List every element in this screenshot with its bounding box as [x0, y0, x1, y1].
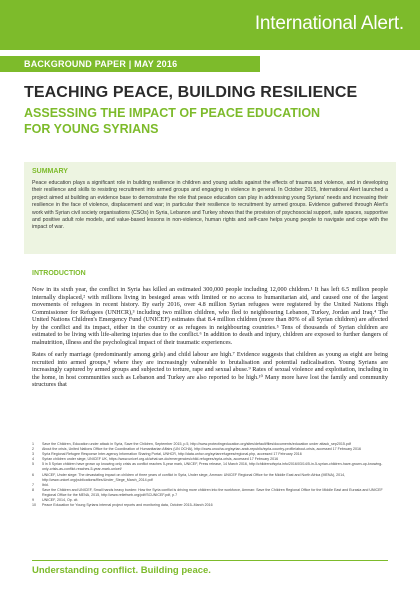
- introduction-paragraph-2: Rates of early marriage (predominantly among girls) and child labour are high.⁷ Evidence suggests that children as young as eight are being recruited into armed groups,⁸ where they are increasingly vulnerable to brutalisation and potential radicalisation. Young Syrians are increasingly captured by armed groups and subjected to torture, rape and sexual abuse.⁹ Rates of sexual violence and exploitation, including in the home, in host communities such as Lebanon and Turkey are also reported to be high.¹⁰ Many more have lost the family and community structures that: [32, 351, 388, 388]
- footnote-text: Ibid.: [42, 482, 49, 487]
- footnote-text: Save the Children and UNICEF, Small hands heavy burden: How the Syria conflict is driving more children into the workforce, Amman: Save the Children Regional Office for the Middle East and Eurasia and UNICEF Regional Office for the MENA, 2015, http://www.reliefweb.org/pdf/SCUNICEF.pdf, p.7: [42, 487, 383, 497]
- footnote-number: 1: [32, 442, 34, 446]
- summary-text: Peace education plays a significant role in building resilience in children and young adults against the effects of trauma and violence, and in developing their resilience and skills to resisting recruitment into armed groups and engaging in violence in general. In October 2015, International Alert launched a project aimed at building an evidence base to demonstrate the role that peace education can play in addressing young Syrians' needs and increasing their resilience in the face of violence, displacement and war; in particular their resilience to recruitment by armed groups. Evidence gathered through Alert's work with Syrian civil society organisations (CSOs) in Syria, Lebanon and Turkey shows that the provision of psychosocial support, safe spaces, supportive and positive adult role models, and value-based lessons in non-violence, human rights and self-care helps young people to navigate and cope with the impact of war.: [32, 180, 388, 231]
- page-subtitle: [24, 105, 404, 137]
- footnotes: [32, 442, 388, 508]
- footer-tagline: Understanding conflict. Building peace.: [32, 565, 211, 576]
- footnote: [32, 473, 388, 483]
- header-bar: [0, 0, 420, 50]
- subtitle-line-1: ASSESSING THE IMPACT OF PEACE EDUCATION: [24, 106, 321, 120]
- footnote: [32, 462, 388, 472]
- footnote-text: Peace Education for Young Syrians internal project reports and monitoring data, October 2015–March 2016: [42, 503, 213, 508]
- footnote-text: 5 in 5 Syrian children have grown up knowing only crisis as conflict reaches 5-year mark, UNICEF, Press release, 14 March 2016, http://childrenofsyria.info/2016/03/14/5-in-5-syrian-children-have-grown-up-knowing-only-crisis-as-conflict-reaches-5-year-mark-unicef/: [42, 462, 383, 472]
- introduction-paragraph-1: Now in its sixth year, the conflict in Syria has killed an estimated 300,000 people including 12,000 children.¹ It has left 6.5 million people internally displaced,² with millions living in besieged areas with limited or no access to humanitarian aid, and caused one of the largest movements of refugees in recent history. By early 2016, over 4.8 million Syrian refugees were registered by the United Nations High Commissioner for Refugees (UNHCR),³ including two million children, who fled to neighbouring Lebanon, Turkey, Jordan and Iraq.⁴ The United Nations Children's Emergency Fund (UNICEF) estimates that 8.4 million children (more than 80% of all Syrian children) are affected by the conflict and its impact, either in the country or as refugees in neighbouring countries.⁵ Tens of thousands of Syrian children are estimated to be living with life-altering injuries due to the conflict.⁶ In addition to death and injury, children are exposed to further dangers of malnutrition, illness and the psychological impact of their traumatic experiences.: [32, 286, 388, 346]
- footnote-number: 2: [32, 447, 34, 452]
- page-title: TEACHING PEACE, BUILDING RESILIENCE: [24, 84, 358, 101]
- footnote-number: 3: [32, 452, 34, 457]
- footer-divider: [32, 560, 388, 561]
- summary-heading: SUMMARY: [32, 168, 68, 175]
- footnote: [32, 488, 388, 498]
- subtitle-line-2: FOR YOUNG SYRIANS: [24, 122, 159, 136]
- footnote-text: UNICEF, 2014, Op. cit.: [42, 498, 79, 503]
- footnote-text: Syria Regional Refugee Response Inter-agency Information Sharing Portal, UNHCR, http://data.unhcr.org/syrianrefugees/regional.php, accessed 17 February 2016: [42, 452, 302, 457]
- summary-box: [24, 162, 396, 254]
- footnote-text: About the crisis, United Nations Office for the Coordination of Humanitarian Affairs (UN OCHA), http://www.unocha.org/syrian-arab-republic/syria-country-profile/about-crisis, accessed 17 February 2016: [42, 447, 362, 452]
- footnote-number: 6: [32, 472, 34, 477]
- document-type-banner: BACKGROUND PAPER | MAY 2016: [0, 56, 260, 72]
- footnote-text: Syrian children under siege, UNICEF UK, https://www.unicef.org.uk/what-we-do/emergencies/child-refugees/syria-crisis, accessed 17 February 2016: [42, 457, 279, 462]
- footnote-number: 4: [32, 457, 34, 462]
- footnote: [32, 503, 388, 508]
- introduction-heading: INTRODUCTION: [32, 270, 86, 277]
- organization-logo: International Alert.: [254, 13, 404, 34]
- footnote-text: UNICEF, Under siege: The devastating impact on children of three years of conflict in Syria, Under siege, Amman: UNICEF Regional Office for the Middle East and North Africa (MENA), 2014, http://www.unicef.org/publications/files/Under_Siege_March_2014.pdf: [42, 472, 346, 482]
- introduction-body: [32, 286, 388, 394]
- footnote-number: 9: [32, 498, 34, 503]
- footnote-number: 10: [32, 503, 36, 508]
- footnote-number: 8: [32, 487, 34, 492]
- footnote-text: Save the Children, Education under attack in Syria, Save the Children, September 2015, p.5, http://www.protectingeducation.org/sites/default/files/documents/education under attack_sep2015.pdf: [42, 442, 351, 446]
- footnote-number: 5: [32, 462, 34, 467]
- footnote-number: 7: [32, 482, 34, 487]
